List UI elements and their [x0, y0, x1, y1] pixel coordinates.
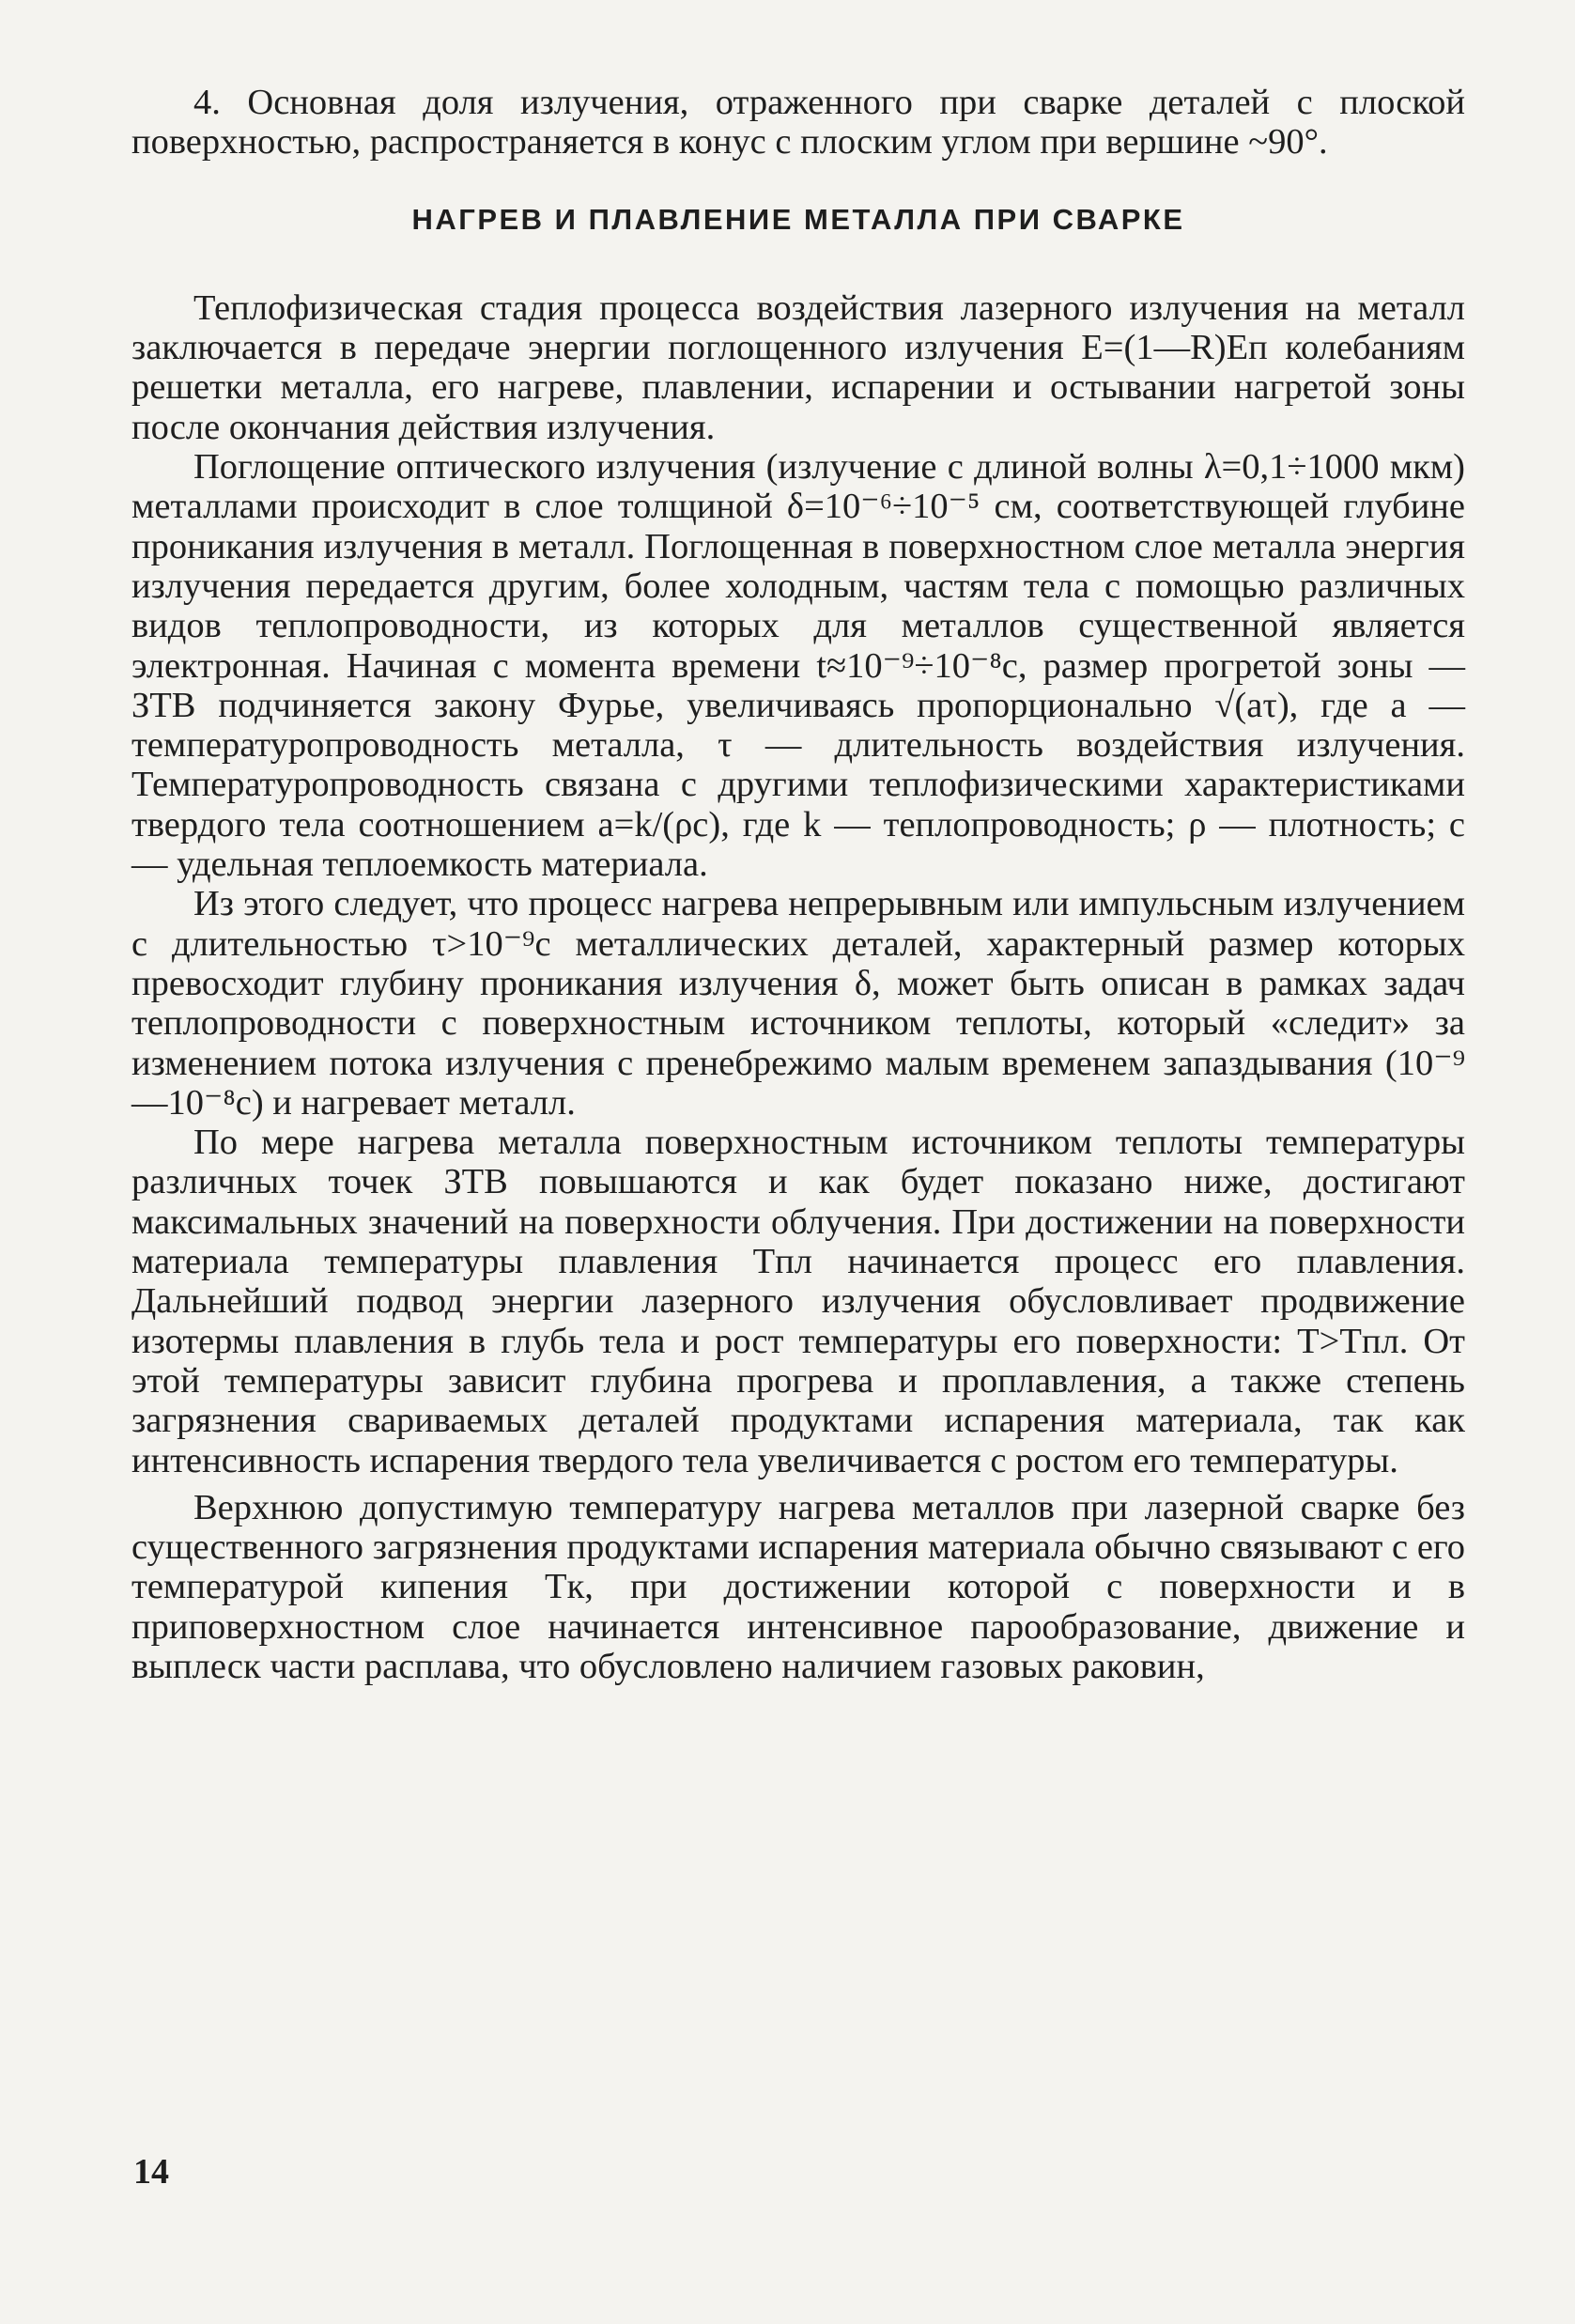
paragraph-melting: По мере нагрева металла поверхностным источником теплоты температуры различных точек ЗТВ повышаются и как будет показано ниже, достигают максимальных значений на поверхности облучения. При достижении на поверхности материала температуры плавления Tпл начинается процесс его плавления. Дальнейший подвод энергии лазерного излучения обусловливает продвижение изотермы плавления в глубь тела и рост температуры его поверхности: T>Tпл. От этой температуры зависит глубина прогрева и проплавления, а также степень загрязнения свариваемых деталей продуктами испарения материала, так как интенсивность испарения твердого тела увеличивается с ростом его температуры. [131, 1123, 1465, 1480]
section-heading: НАГРЕВ И ПЛАВЛЕНИЕ МЕТАЛЛА ПРИ СВАРКЕ [411, 202, 1185, 236]
paragraph-heating-process: Из этого следует, что процесс нагрева непрерывным или импульсным излучением с длительностью τ>10⁻⁹с металлических деталей, характерный размер которых превосходит глубину проникания излучения δ, может быть описан в рамках задач теплопроводности с поверхностным источником теплоты, который «следит» за изменением потока излучения с пренебрежимо малым временем запаздывания (10⁻⁹—10⁻⁸с) и нагревает металл. [131, 884, 1465, 1123]
intro-paragraph: 4. Основная доля излучения, отраженного при сварке деталей с плоской поверхностью, распространяется в конус с плоским углом при вершине ~90°. [131, 83, 1465, 163]
page-number: 14 [133, 2152, 169, 2192]
paragraph-thermophysical-stage: Теплофизическая стадия процесса воздействия лазерного излучения на металл заключается в передаче энергии поглощенного излучения E=(1—R)Eп колебаниям решетки металла, его нагреве, плавлении, испарении и остывании нагретой зоны после окончания действия излучения. [131, 287, 1465, 447]
paragraph-upper-temperature: Верхнюю допустимую температуру нагрева металлов при лазерной сварке без существенного загрязнения продуктами испарения материала обычно связывают с его температурой кипения Tк, при достижении которой с поверхности и в приповерхностном слое начинается интенсивное парообразование, движение и выплеск части расплава, что обусловлено наличием газовых раковин, [131, 1487, 1465, 1686]
paragraph-absorption: Поглощение оптического излучения (излучение с длиной волны λ=0,1÷1000 мкм) металлами происходит в слое толщиной δ=10⁻⁶÷10⁻⁵ см, соответствующей глубине проникания излучения в металл. Поглощенная в поверхностном слое металла энергия излучения передается другим, более холодным, частям тела с помощью различных видов теплопроводности, из которых для металлов существенной является электронная. Начиная с момента времени t≈10⁻⁹÷10⁻⁸с, размер прогретой зоны — ЗТВ подчиняется закону Фурье, увеличиваясь пропорционально √(aτ), где a — температуропроводность металла, τ — длительность воздействия излучения. Температуропроводность связана с другими теплофизическими характеристиками твердого тела соотношением a=k/(ρc), где k — теплопроводность; ρ — плотность; c — удельная теплоемкость материала. [131, 447, 1465, 885]
page-body [131, 83, 1465, 1686]
